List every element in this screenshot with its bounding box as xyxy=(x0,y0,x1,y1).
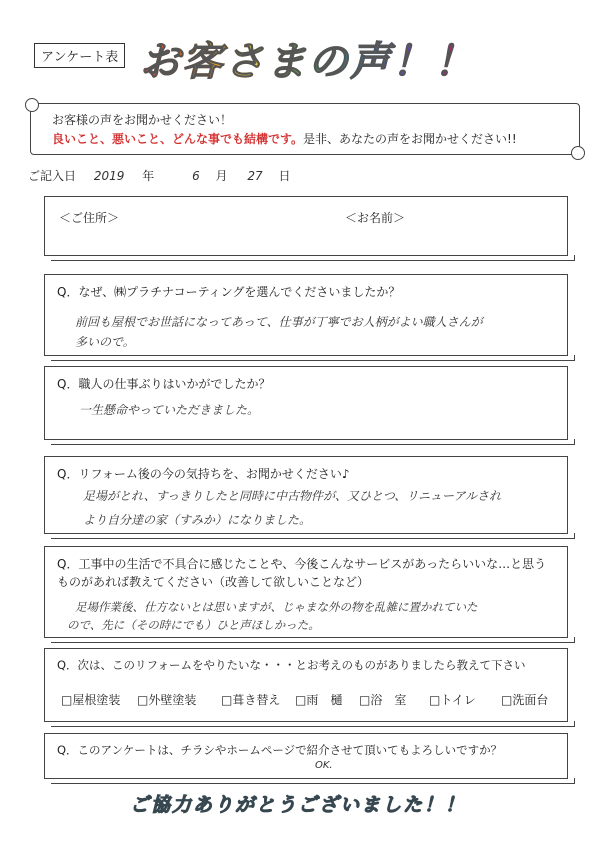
question-box-1 xyxy=(44,274,568,356)
question-1-text: Q．なぜ、㈱プラチナコーティングを選んでくださいましたか？ xyxy=(57,285,401,299)
option-toilet: □トイレ xyxy=(429,693,476,707)
question-2-text: Q．職人の仕事ぶりはいかがでしたか？ xyxy=(57,377,271,391)
question-4-line-1: Q．工事中の生活で不具合に感じたことや、今後こんなサービスがあったらいいな…と思う xyxy=(57,557,547,571)
question-box-4 xyxy=(44,546,568,638)
address-name-box xyxy=(44,196,568,256)
answer-2: 一生懸命やっていただきました。 xyxy=(79,403,260,417)
date-year: 2019 xyxy=(93,169,125,183)
option-gutter: □雨 樋 xyxy=(295,693,343,707)
question-5-text: Q．次は、このリフォームをやりたいな・・・とお考えのものがありましたら教えて下さい xyxy=(57,658,526,672)
option-bathroom: □浴 室 xyxy=(359,693,407,707)
name-label: ＜お名前＞ xyxy=(345,211,406,225)
question-box-3 xyxy=(44,456,568,534)
date-label: ご記入日 xyxy=(28,169,77,183)
question-4-line-2: ものがあれば教えてください（改善して欲しいことなど） xyxy=(57,575,370,589)
question-3-text: Q．リフォーム後の今の気持ちを、お聞かせください♪ xyxy=(57,467,350,481)
question-box-6 xyxy=(44,733,568,779)
intro-red-text: 良いこと、悪いこと、どんな事でも結構です。 xyxy=(52,132,304,146)
answer-4-line-1: 足場作業後、仕方ないとは思いますが、じゃまな外の物を乱雑に置かれていた xyxy=(75,600,478,614)
option-wall-paint: □外壁塗装 xyxy=(137,693,197,707)
option-washbasin: □洗面台 xyxy=(501,693,549,707)
answer-4-line-2: ので、先に（その時にでも）ひと声ほしかった。 xyxy=(67,618,320,632)
scroll-curl-right xyxy=(571,146,585,160)
question-6-text: Q．このアンケートは、チラシやホームページで紹介させて頂いてもよろしいですか？ xyxy=(57,743,503,757)
survey-tag: アンケート表 xyxy=(34,43,125,68)
page-title: お客さまの声！！ xyxy=(140,30,476,87)
intro-line-1: お客様の声をお聞かせください！ xyxy=(52,113,233,127)
intro-rest-text: 是非、あなたの声をお聞かせください!! xyxy=(303,132,517,146)
date-day: 27 xyxy=(247,169,263,183)
date-year-unit: 年 xyxy=(142,169,155,183)
date-row xyxy=(28,167,291,184)
thank-you-footer: ご協力ありがとうございました！！ xyxy=(130,794,467,816)
answer-1-line-1: 前回も屋根でお世話になってあって、仕事が丁寧でお人柄がよい職人さんが xyxy=(75,315,483,329)
answer-3-line-2: より自分達の家（すみか）になりました。 xyxy=(83,513,312,527)
date-month: 6 xyxy=(192,169,200,183)
date-day-unit: 日 xyxy=(278,169,291,183)
scroll-curl-left xyxy=(25,98,39,112)
address-label: ＜ご住所＞ xyxy=(59,211,120,225)
answer-1-line-2: 多いので。 xyxy=(75,335,135,349)
answer-3-line-1: 足場がとれ、すっきりしたと同時に中古物件が、又ひとつ、リニューアルされ xyxy=(83,489,501,503)
date-month-unit: 月 xyxy=(215,169,228,183)
question-box-5 xyxy=(44,648,568,722)
answer-6: OK. xyxy=(315,760,333,771)
question-box-2 xyxy=(44,366,568,440)
intro-line-2 xyxy=(52,130,517,147)
option-roof-paint: □屋根塗装 xyxy=(61,693,121,707)
option-reroofing: □葺き替え xyxy=(221,693,281,707)
